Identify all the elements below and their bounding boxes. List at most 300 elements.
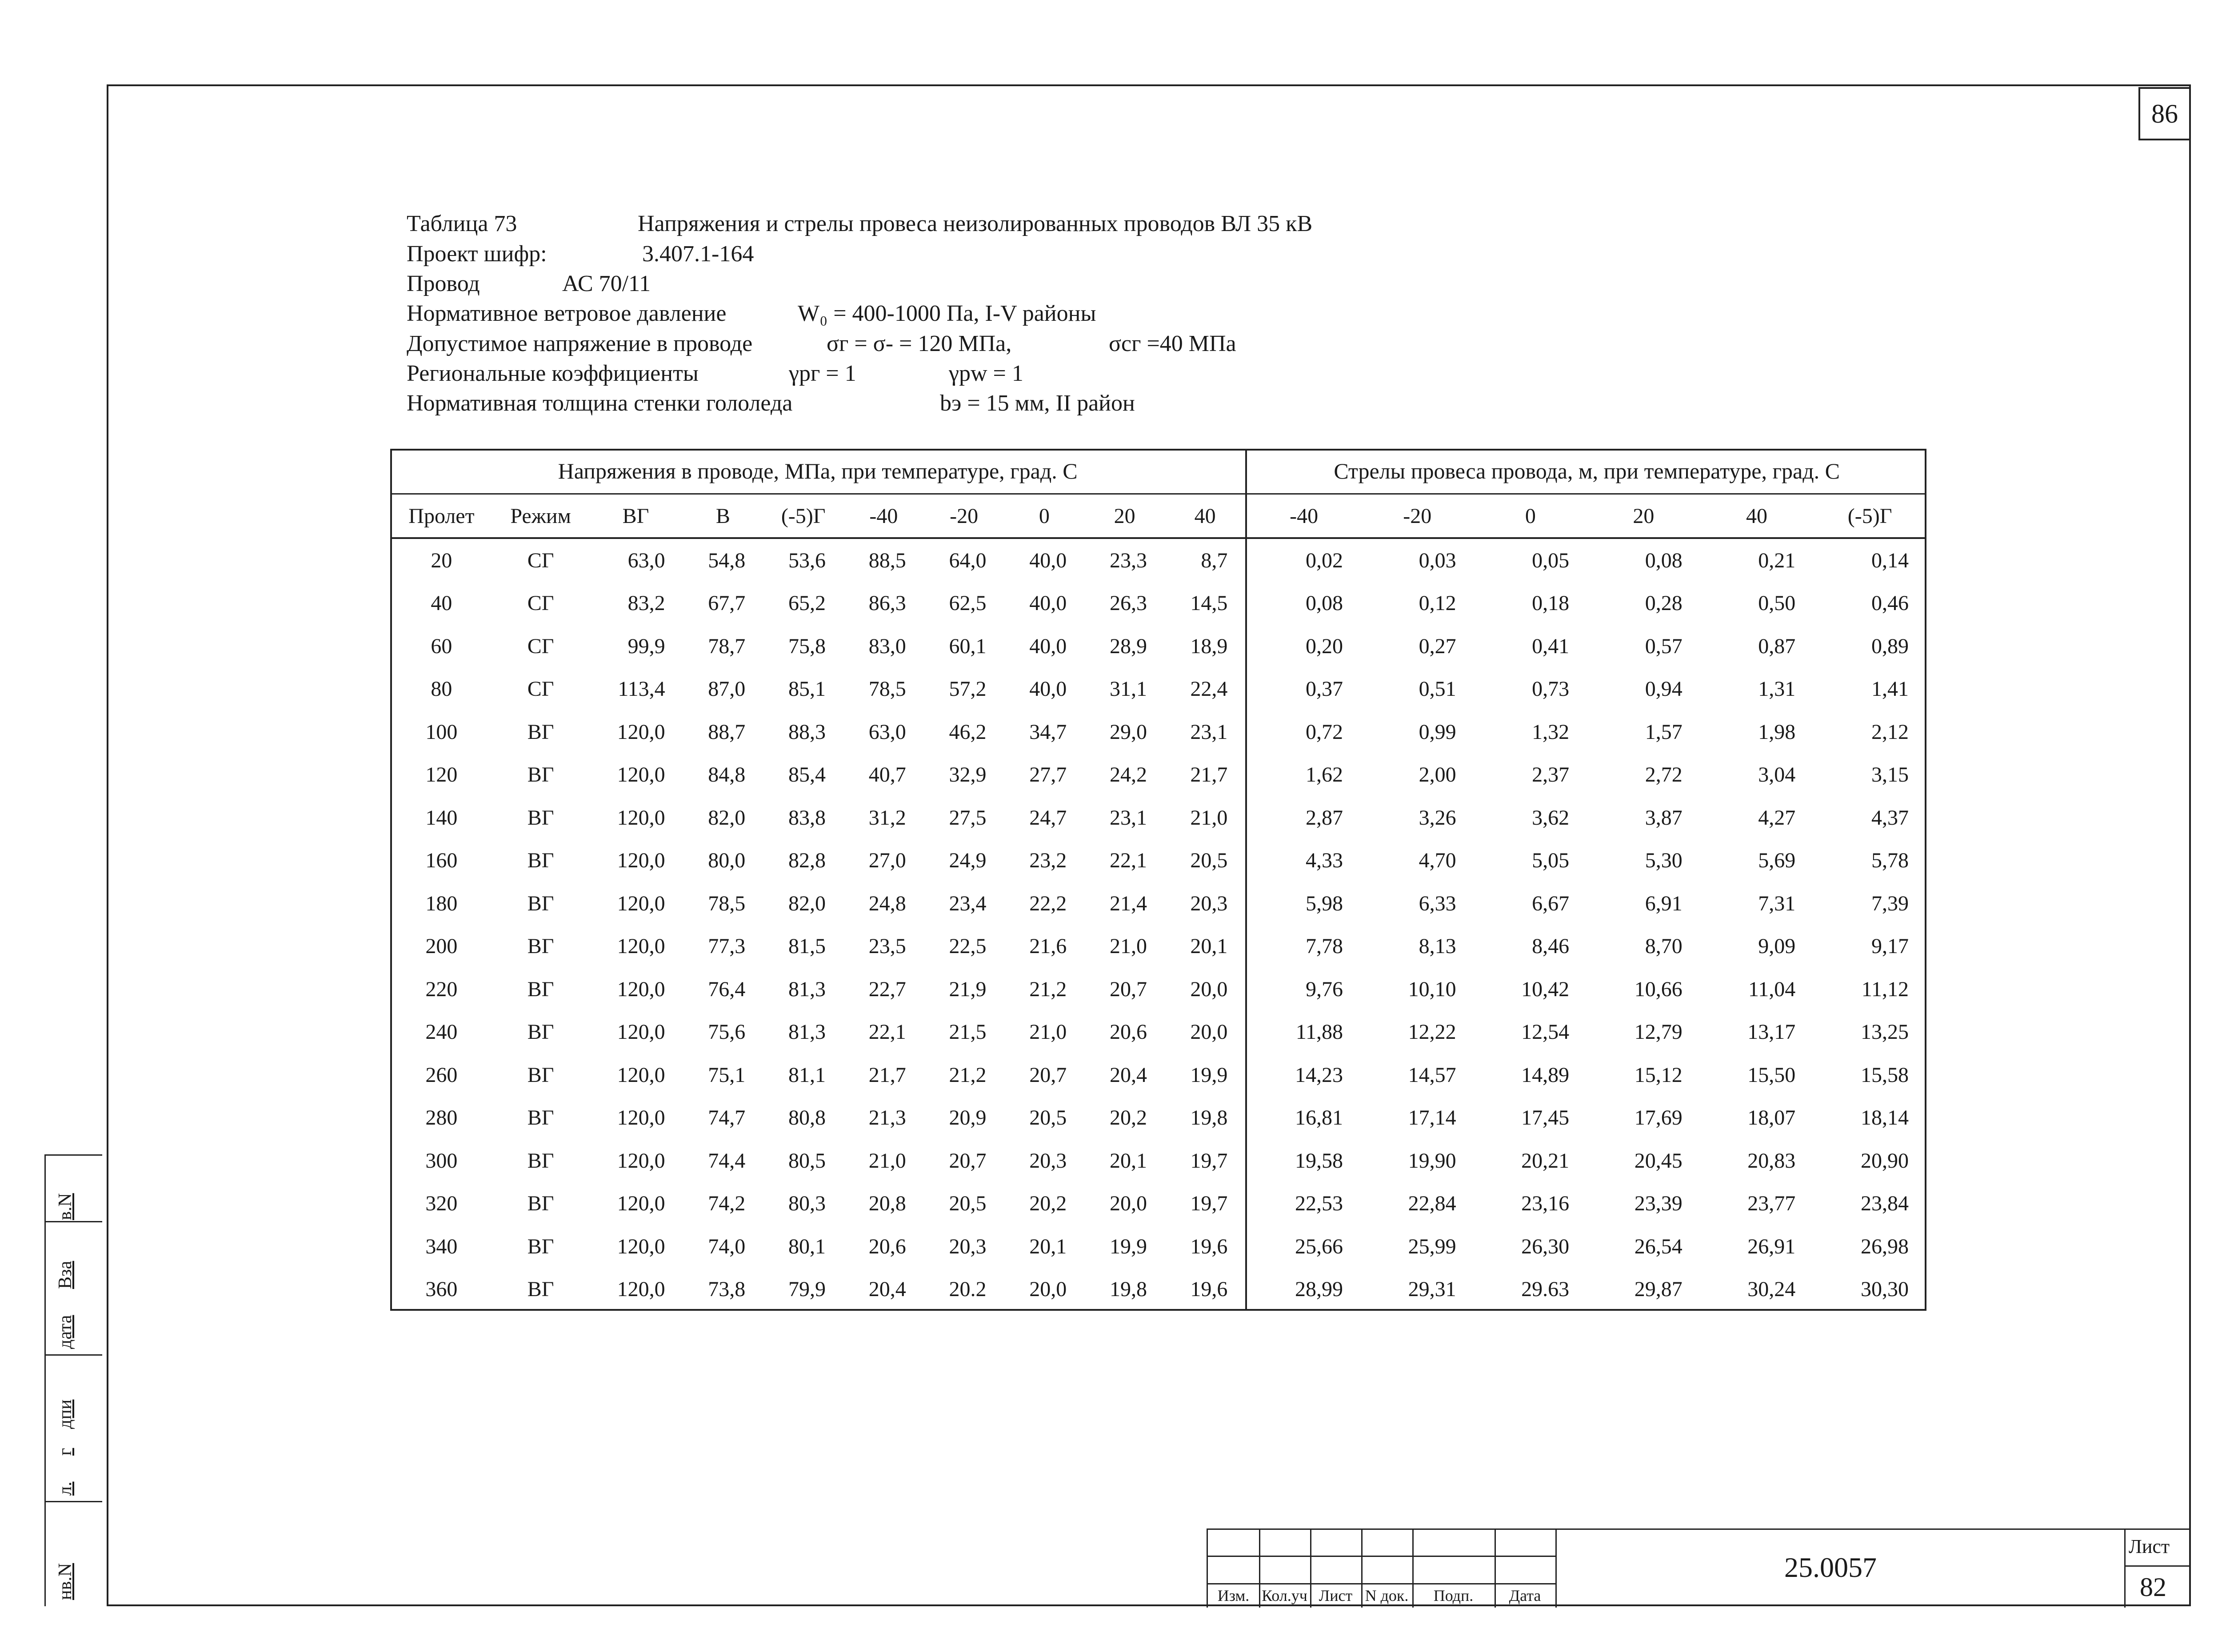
table-cell: 22,5 <box>949 934 987 958</box>
table-cell: 18,07 <box>1747 1106 1796 1130</box>
table-cell: 0,94 <box>1645 677 1682 701</box>
table-cell: 46,2 <box>949 720 987 744</box>
table-row <box>390 1268 1926 1311</box>
table-cell: 78,5 <box>868 677 906 701</box>
table-cell: ВГ <box>527 1063 554 1087</box>
column-header: -20 <box>1361 494 1474 539</box>
table-cell: 7,31 <box>1758 891 1796 915</box>
table-row <box>390 968 1926 1010</box>
table-cell: 23,84 <box>1861 1192 1909 1216</box>
table-cell: 60 <box>431 634 452 658</box>
table-cell: 21,5 <box>949 1020 987 1044</box>
table-cell: 22,2 <box>1029 891 1067 915</box>
caption-izm: Изм. <box>1217 1587 1250 1604</box>
table-cell: 82,8 <box>788 849 826 873</box>
table-cell: 260 <box>425 1063 458 1087</box>
table-cell: 82,0 <box>788 891 826 915</box>
table-cell: 8,46 <box>1532 934 1570 958</box>
table-cell: 113,4 <box>618 677 665 701</box>
table-cell: 23,3 <box>1109 548 1147 572</box>
page-number: 86 <box>2138 87 2191 140</box>
column-header: 0 <box>1474 494 1587 539</box>
stamp-label-g: г <box>55 1448 76 1456</box>
table-cell: 15,58 <box>1861 1063 1909 1087</box>
table-cell: 30,24 <box>1747 1277 1796 1301</box>
table-cell: 23,2 <box>1029 849 1067 873</box>
table-row <box>390 796 1926 839</box>
table-cell: 20,90 <box>1861 1149 1909 1173</box>
table-cell: 78,7 <box>708 634 746 658</box>
table-cell: 4,27 <box>1758 806 1796 830</box>
group-header-stress: Напряжения в проводе, МПа, при температуре, град. С <box>390 449 1246 494</box>
table-cell: 40,7 <box>868 763 906 787</box>
table-cell: 40,0 <box>1029 548 1067 572</box>
table-cell: 22,53 <box>1295 1192 1343 1216</box>
table-cell: 5,69 <box>1758 849 1796 873</box>
caption-kol-uch: Кол.уч <box>1262 1587 1307 1604</box>
table-cell: 23,39 <box>1634 1192 1682 1216</box>
table-row <box>390 925 1926 967</box>
table-cell: 26,98 <box>1861 1234 1909 1258</box>
table-cell: 34,7 <box>1029 720 1067 744</box>
caption-podp: Подп. <box>1433 1587 1474 1604</box>
table-cell: 40,0 <box>1029 677 1067 701</box>
table-cell: 20,1 <box>1029 1234 1067 1258</box>
table-cell: 240 <box>425 1020 458 1044</box>
table-cell: 3,15 <box>1871 763 1909 787</box>
table-cell: 20,7 <box>1109 977 1147 1001</box>
ice-label: Нормативная толщина стенки гололеда <box>407 391 793 416</box>
table-cell: ВГ <box>527 1277 554 1301</box>
stress-value-1: σг = σ- = 120 МПа, <box>827 331 1012 356</box>
table-cell: 140 <box>425 806 458 830</box>
column-header: 40 <box>1165 494 1246 539</box>
column-header: Режим <box>493 494 589 539</box>
table-cell: 5,30 <box>1645 849 1682 873</box>
table-cell: 0,12 <box>1419 591 1456 615</box>
table-cell: 0,99 <box>1419 720 1456 744</box>
table-cell: 14,89 <box>1521 1063 1570 1087</box>
table-cell: 85,1 <box>788 677 826 701</box>
table-cell: 84,8 <box>708 763 746 787</box>
table-title: Напряжения и стрелы провеса неизолированных проводов ВЛ 35 кВ <box>638 211 1313 236</box>
sheet-number: 82 <box>2140 1572 2166 1602</box>
table-cell: 12,22 <box>1408 1020 1456 1044</box>
column-header: 0 <box>1004 494 1085 539</box>
table-cell: 26,30 <box>1521 1234 1570 1258</box>
table-cell: 20,7 <box>949 1149 987 1173</box>
table-cell: 20,8 <box>868 1192 906 1216</box>
table-cell: 120,0 <box>617 720 665 744</box>
table-cell: 9,76 <box>1306 977 1343 1001</box>
table-cell: 64,0 <box>949 548 987 572</box>
table-cell: 7,78 <box>1306 934 1343 958</box>
wind-value: W₀ = 400-1000 Па, I-V районы <box>798 301 1096 326</box>
table-cell: 3,04 <box>1758 763 1796 787</box>
table-cell: 12,79 <box>1634 1020 1682 1044</box>
table-cell: 82,0 <box>708 806 746 830</box>
table-cell: 27,5 <box>949 806 987 830</box>
table-cell: 12,54 <box>1521 1020 1570 1044</box>
table-cell: 14,5 <box>1165 582 1246 625</box>
table-cell: ВГ <box>527 1149 554 1173</box>
table-cell: 160 <box>425 849 458 873</box>
table-cell: 6,33 <box>1419 891 1456 915</box>
table-cell: 31,1 <box>1109 677 1147 701</box>
table-cell: 120,0 <box>617 806 665 830</box>
table-cell: 83,8 <box>788 806 826 830</box>
stamp-cell <box>46 1356 102 1502</box>
table-cell: 78,5 <box>708 891 746 915</box>
table-cell: 24,2 <box>1109 763 1147 787</box>
table-cell: 7,39 <box>1871 891 1909 915</box>
table-row <box>390 882 1926 925</box>
table-cell: 20,3 <box>1165 882 1246 925</box>
table-cell: 120,0 <box>617 1020 665 1044</box>
table-cell: 5,98 <box>1306 891 1343 915</box>
caption-data: Дата <box>1509 1587 1541 1604</box>
table-cell: 83,2 <box>627 591 665 615</box>
table-cell: 180 <box>425 891 458 915</box>
table-cell: 29,0 <box>1109 720 1147 744</box>
ice-value: bэ = 15 мм, II район <box>940 391 1135 416</box>
table-cell: 21,0 <box>1109 934 1147 958</box>
stamp-label-date: дата <box>55 1315 76 1349</box>
table-cell: 21,3 <box>868 1106 906 1130</box>
table-cell: 21,0 <box>1165 796 1246 839</box>
table-cell: 0,46 <box>1871 591 1909 615</box>
table-cell: 23,1 <box>1109 806 1147 830</box>
table-cell: 0,50 <box>1758 591 1796 615</box>
table-cell: 17,69 <box>1634 1106 1682 1130</box>
coef-label: Региональные коэффициенты <box>407 361 699 386</box>
table-cell: 32,9 <box>949 763 987 787</box>
table-cell: 0,89 <box>1871 634 1909 658</box>
table-cell: 0,51 <box>1419 677 1456 701</box>
table-cell: 60,1 <box>949 634 987 658</box>
table-cell: 20,4 <box>1109 1063 1147 1087</box>
table-cell: 19,8 <box>1109 1277 1147 1301</box>
table-cell: 23,4 <box>949 891 987 915</box>
wind-label: Нормативное ветровое давление <box>407 301 727 326</box>
table-cell: 120,0 <box>617 1192 665 1216</box>
table-cell: 20,21 <box>1521 1149 1570 1173</box>
table-cell: 76,4 <box>708 977 746 1001</box>
table-cell: 18,14 <box>1861 1106 1909 1130</box>
table-cell: 67,7 <box>708 591 746 615</box>
table-cell: 19,9 <box>1165 1053 1246 1096</box>
table-cell: 20,2 <box>1029 1192 1067 1216</box>
table-cell: 21,6 <box>1029 934 1067 958</box>
table-cell: 300 <box>425 1149 458 1173</box>
table-cell: 14,57 <box>1408 1063 1456 1087</box>
wire-value: АС 70/11 <box>562 271 651 296</box>
table-cell: 21,0 <box>868 1149 906 1173</box>
table-cell: 81,5 <box>788 934 826 958</box>
table-cell: 120 <box>425 763 458 787</box>
title-block-grid <box>1207 1530 1557 1608</box>
column-header: 20 <box>1587 494 1700 539</box>
table-cell: 27,7 <box>1029 763 1067 787</box>
table-cell: 20,0 <box>1029 1277 1067 1301</box>
table-cell: 2,72 <box>1645 763 1682 787</box>
table-cell: 13,17 <box>1747 1020 1796 1044</box>
column-header: В <box>683 494 763 539</box>
column-header: Пролет <box>390 494 493 539</box>
table-cell: 19,58 <box>1295 1149 1343 1173</box>
table-cell: 340 <box>425 1234 458 1258</box>
table-cell: ВГ <box>527 1234 554 1258</box>
stress-label: Допустимое напряжение в проводе <box>407 331 753 356</box>
table-cell: 15,50 <box>1747 1063 1796 1087</box>
table-cell: 80 <box>431 677 452 701</box>
table-cell: 86,3 <box>868 591 906 615</box>
table-row <box>390 1225 1926 1268</box>
table-cell: 75,8 <box>788 634 826 658</box>
table-cell: 24,7 <box>1029 806 1067 830</box>
table-cell: 3,87 <box>1645 806 1682 830</box>
table-row <box>390 1053 1926 1096</box>
table-cell: 0,08 <box>1306 591 1343 615</box>
table-cell: 0,72 <box>1306 720 1343 744</box>
table-cell: 17,14 <box>1408 1106 1456 1130</box>
stamp-label-sign: дпи <box>55 1399 76 1429</box>
table-cell: 280 <box>425 1106 458 1130</box>
table-cell: 22,7 <box>868 977 906 1001</box>
table-cell: 29,87 <box>1634 1277 1682 1301</box>
table-cell: 25,99 <box>1408 1234 1456 1258</box>
table-cell: ВГ <box>527 720 554 744</box>
table-cell: 63,0 <box>868 720 906 744</box>
table-cell: 16,81 <box>1295 1106 1343 1130</box>
table-cell: 6,91 <box>1645 891 1682 915</box>
table-cell: ВГ <box>527 849 554 873</box>
table-cell: 40 <box>431 591 452 615</box>
table-cell: 21,9 <box>949 977 987 1001</box>
table-cell: ВГ <box>527 806 554 830</box>
table-cell: 77,3 <box>708 934 746 958</box>
stamp-label-vza: Вза <box>55 1261 76 1289</box>
project-label: Проект шифр: <box>407 241 547 267</box>
table-cell: 4,37 <box>1871 806 1909 830</box>
table-cell: 11,12 <box>1861 977 1909 1001</box>
column-header: 20 <box>1084 494 1165 539</box>
table-cell: СГ <box>527 591 554 615</box>
table-cell: 4,70 <box>1419 849 1456 873</box>
group-header-row <box>390 449 1926 494</box>
table-cell: 57,2 <box>949 677 987 701</box>
table-cell: 63,0 <box>627 548 665 572</box>
table-cell: 5,05 <box>1532 849 1570 873</box>
table-row <box>390 582 1926 625</box>
table-cell: 40,0 <box>1029 591 1067 615</box>
table-cell: ВГ <box>527 763 554 787</box>
project-value: 3.407.1-164 <box>642 241 754 267</box>
table-cell: 29.63 <box>1521 1277 1570 1301</box>
table-body <box>390 538 1926 1311</box>
table-cell: 120,0 <box>617 934 665 958</box>
document-code: 25.0057 <box>1784 1552 1877 1583</box>
table-cell: 120,0 <box>617 763 665 787</box>
table-cell: 100 <box>425 720 458 744</box>
table-cell: 20,83 <box>1747 1149 1796 1173</box>
table-cell: 9,17 <box>1871 934 1909 958</box>
table-cell: 19,6 <box>1165 1225 1246 1268</box>
table-cell: 19,7 <box>1165 1139 1246 1182</box>
table-cell: 28,9 <box>1109 634 1147 658</box>
table-cell: 1,41 <box>1871 677 1909 701</box>
table-cell: 8,13 <box>1419 934 1456 958</box>
table-cell: 21,2 <box>949 1063 987 1087</box>
table-cell: 73,8 <box>708 1277 746 1301</box>
table-cell: СГ <box>527 634 554 658</box>
table-cell: 85,4 <box>788 763 826 787</box>
table-cell: 23,5 <box>868 934 906 958</box>
table-cell: 21,4 <box>1109 891 1147 915</box>
table-row <box>390 1182 1926 1225</box>
table-cell: 0,21 <box>1758 548 1796 572</box>
table-cell: 0,28 <box>1645 591 1682 615</box>
caption-n-dok: N док. <box>1365 1587 1409 1604</box>
stamp-label-num: в.N <box>55 1193 76 1220</box>
wire-label: Провод <box>407 271 480 296</box>
table-cell: 0,57 <box>1645 634 1682 658</box>
data-table <box>390 449 1926 1311</box>
table-cell: 360 <box>425 1277 458 1301</box>
sheet-label: Лист <box>2129 1536 2170 1557</box>
column-header: (-5)Г <box>1813 494 1926 539</box>
table-cell: 30,30 <box>1861 1277 1909 1301</box>
table-cell: ВГ <box>527 1192 554 1216</box>
table-cell: 20,4 <box>868 1277 906 1301</box>
table-cell: 120,0 <box>617 1149 665 1173</box>
table-cell: 0,02 <box>1306 548 1343 572</box>
table-cell: ВГ <box>527 1106 554 1130</box>
table-cell: 0,18 <box>1532 591 1570 615</box>
table-cell: 120,0 <box>617 1063 665 1087</box>
table-cell: 17,45 <box>1521 1106 1570 1130</box>
table-cell: 62,5 <box>949 591 987 615</box>
table-cell: 220 <box>425 977 458 1001</box>
table-cell: 120,0 <box>617 849 665 873</box>
table-cell: 1,98 <box>1758 720 1796 744</box>
table-cell: 14,23 <box>1295 1063 1343 1087</box>
stress-value-2: σсг =40 МПа <box>1109 331 1236 356</box>
table-cell: 22,1 <box>1109 849 1147 873</box>
table-cell: 53,6 <box>788 548 826 572</box>
table-cell: 0,41 <box>1532 634 1570 658</box>
left-stamp <box>44 1154 102 1606</box>
column-header-row <box>390 494 1926 539</box>
group-header-sag: Стрелы провеса провода, м, при температуре, град. С <box>1246 449 1926 494</box>
table-row <box>390 1096 1926 1139</box>
table-cell: 13,25 <box>1861 1020 1909 1044</box>
table-cell: 2,37 <box>1532 763 1570 787</box>
table-cell: 27,0 <box>868 849 906 873</box>
table-row <box>390 710 1926 753</box>
table-cell: 0,03 <box>1419 548 1456 572</box>
table-cell: 20,2 <box>1109 1106 1147 1130</box>
table-cell: 20,1 <box>1165 925 1246 967</box>
table-cell: 87,0 <box>708 677 746 701</box>
table-row <box>390 1010 1926 1053</box>
table-cell: 0,08 <box>1645 548 1682 572</box>
caption-list: Лист <box>1319 1587 1353 1604</box>
table-cell: ВГ <box>527 1020 554 1044</box>
table-cell: 23,16 <box>1521 1192 1570 1216</box>
table-cell: ВГ <box>527 977 554 1001</box>
table-cell: 0,73 <box>1532 677 1570 701</box>
table-cell: 26,91 <box>1747 1234 1796 1258</box>
column-header: 40 <box>1700 494 1814 539</box>
table-cell: 22,4 <box>1165 667 1246 710</box>
table-cell: 20.2 <box>949 1277 987 1301</box>
table-cell: 80,0 <box>708 849 746 873</box>
table-cell: 10,10 <box>1408 977 1456 1001</box>
table-cell: 20,6 <box>1109 1020 1147 1044</box>
table-cell: 2,12 <box>1871 720 1909 744</box>
table-cell: 40,0 <box>1029 634 1067 658</box>
table-cell: 9,09 <box>1758 934 1796 958</box>
table-cell: 20,5 <box>1029 1106 1067 1130</box>
table-cell: 20,45 <box>1634 1149 1682 1173</box>
table-cell: 21,7 <box>868 1063 906 1087</box>
stamp-label-l: л. <box>55 1481 76 1496</box>
table-cell: 25,66 <box>1295 1234 1343 1258</box>
table-cell: 11,04 <box>1748 977 1796 1001</box>
table-row <box>390 839 1926 882</box>
table-cell: 1,31 <box>1758 677 1796 701</box>
table-cell: 19,9 <box>1109 1234 1147 1258</box>
table-cell: 74,4 <box>708 1149 746 1173</box>
table-cell: 80,8 <box>788 1106 826 1130</box>
table-cell: 20,7 <box>1029 1063 1067 1087</box>
table-cell: 19,7 <box>1165 1182 1246 1225</box>
table-cell: 1,62 <box>1306 763 1343 787</box>
table-cell: 20,5 <box>949 1192 987 1216</box>
table-cell: 18,9 <box>1165 625 1246 667</box>
table-cell: ВГ <box>527 934 554 958</box>
table-cell: 8,70 <box>1645 934 1682 958</box>
table-cell: 74,7 <box>708 1106 746 1130</box>
column-header: -40 <box>843 494 924 539</box>
table-cell: 21,7 <box>1165 753 1246 796</box>
table-cell: 20 <box>431 548 452 572</box>
table-cell: 21,2 <box>1029 977 1067 1001</box>
table-cell: 11,88 <box>1295 1020 1343 1044</box>
table-cell: 0,14 <box>1871 548 1909 572</box>
table-cell: 81,3 <box>788 1020 826 1044</box>
table-cell: СГ <box>527 677 554 701</box>
table-cell: 10,66 <box>1634 977 1682 1001</box>
title-block <box>1207 1528 2191 1608</box>
table-cell: 80,3 <box>788 1192 826 1216</box>
table-cell: 74,2 <box>708 1192 746 1216</box>
table-cell: 0,87 <box>1758 634 1796 658</box>
table-row <box>390 667 1926 710</box>
table-cell: 79,9 <box>788 1277 826 1301</box>
coef-value-2: γрw = 1 <box>949 361 1023 386</box>
table-cell: 5,78 <box>1871 849 1909 873</box>
table-cell: СГ <box>527 548 554 572</box>
table-cell: 75,1 <box>708 1063 746 1087</box>
table-cell: 4,33 <box>1306 849 1343 873</box>
table-cell: 65,2 <box>788 591 826 615</box>
table-cell: 3,26 <box>1419 806 1456 830</box>
table-cell: 24,9 <box>949 849 987 873</box>
table-row <box>390 625 1926 667</box>
table-cell: 15,12 <box>1634 1063 1682 1087</box>
